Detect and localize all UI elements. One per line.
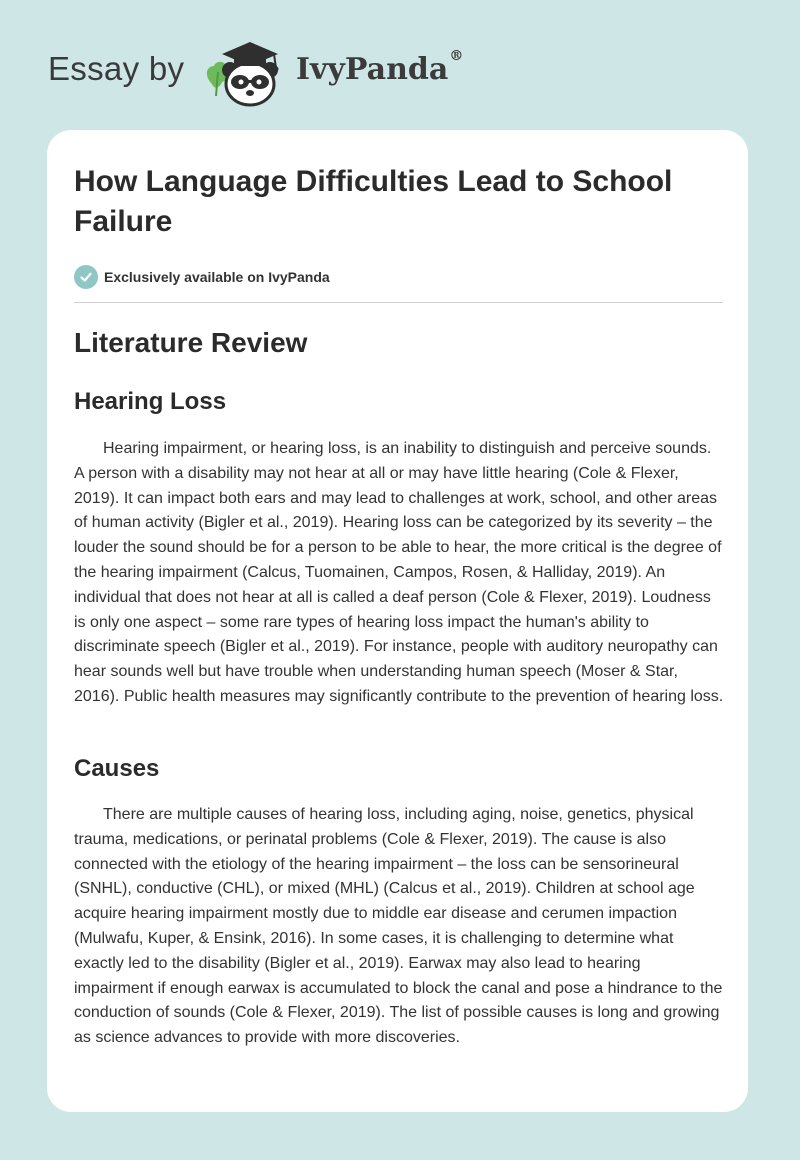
section-heading: Literature Review [74, 327, 308, 358]
ivypanda-wordmark[interactable] [296, 48, 464, 87]
brand-name-text: IvyPanda [296, 52, 449, 87]
essay-by-label: Essay by [48, 50, 185, 87]
check-icon [74, 265, 98, 289]
subsection-heading: Causes [74, 755, 160, 782]
body-paragraph: Hearing impairment, or hearing loss, is an inability to distinguish and perceive sounds. A person with a disability may not hear at all or may have little hearing (Cole & Flexer, 2019). It can impact both ears and may lead to challenges at work, school, and other areas of human activity (Bigler et al., 2019). Hearing loss can be categorized by its severity – the louder the sound should be for a person to be able to hear, the more critical is the degree of the hearing impairment (Calcus, Tuomainen, Campos, Rosen, & Halliday, 2019). An individual that does not hear at all is called a deaf person (Cole & Flexer, 2019). Loudness is only one aspect – some rare types of hearing loss impact the human's ability to discriminate speech (Bigler et al., 2019). For instance, people with auditory neuropathy can hear sounds well but have trouble when understanding human speech (Moser & Star, 2016). Public health measures may significantly contribute to the prevention of hearing loss. [74, 440, 724, 705]
site-header [48, 36, 548, 108]
page-title: How Language Difficulties Lead to School Failure [74, 165, 673, 238]
exclusive-badge-text: Exclusively available on IvyPanda [104, 269, 330, 285]
body-paragraph: There are multiple causes of hearing loss, including aging, noise, genetics, physical trauma, medications, or perinatal problems (Cole & Flexer, 2019). The cause is also connected with the etiology of the hearing impairment – the loss can be sensorineural (SNHL), conductive (CHL), or mixed (MHL) (Calcus et al., 2019). Children at school age acquire hearing impairment mostly due to middle ear disease and cerumen impaction (Mulwafu, Kuper, & Ensink, 2016). In some cases, it is challenging to determine what exactly led to the disability (Bigler et al., 2019). Earwax may also lead to hearing impairment if enough earwax is accumulated to block the canal and pose a hindrance to the conduction of sounds (Cole & Flexer, 2019). The list of possible causes is long and growing as science advances to provide with more discoveries. [74, 806, 723, 1047]
divider [74, 302, 723, 303]
subsection-heading: Hearing Loss [74, 388, 227, 415]
registered-mark: ® [449, 48, 464, 64]
panda-graduate-icon[interactable] [200, 36, 296, 108]
essay-card [47, 130, 748, 1112]
exclusive-badge [74, 264, 330, 290]
